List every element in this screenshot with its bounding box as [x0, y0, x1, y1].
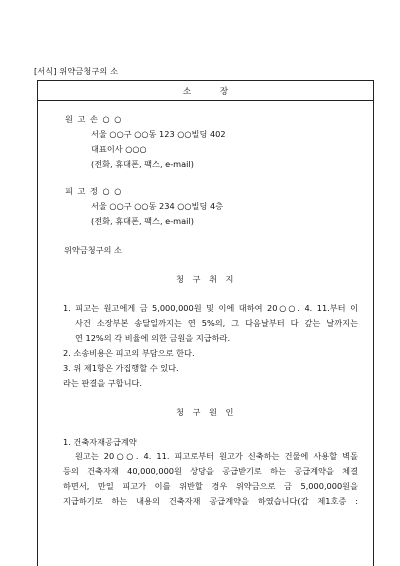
defendant-address: 서울 ○○구 ○○동 234 ○○빌딩 4층 — [91, 201, 224, 211]
case-name: 위약금청구의 소 — [64, 245, 122, 255]
claim-item: 사건 소장부본 송달일까지는 연 5%의, 그 다음날부터 다 갚는 날까지는 — [75, 318, 358, 328]
claim-item: 2. 소송비용은 피고의 부담으로 한다. — [63, 348, 195, 358]
document-header — [38, 81, 373, 101]
cause-line: 하면서, 만일 피고가 이를 위반할 경우 위약금으로 금 5,000,000원을 — [63, 481, 358, 491]
plaintiff-representative: 대표이사 ○○○ — [91, 144, 147, 154]
claim-item: 라는 판결을 구합니다. — [63, 378, 142, 388]
plaintiff-address: 서울 ○○구 ○○동 123 ○○빌딩 402 — [91, 129, 226, 139]
plaintiff-contact: (전화, 휴대폰, 팩스, e-mail) — [91, 159, 194, 169]
cause-line: 등의 건축자재 40,000,000원 상당을 공급받기로 하는 공급계약을 체결 — [63, 466, 358, 476]
cause-line: 원고는 20○○. 4. 11. 피고로부터 원고가 신축하는 건물에 사용할 벽돌 — [75, 451, 358, 461]
claim-item: 연 12%의 각 비율에 의한 금원을 지급하라. — [75, 333, 231, 343]
cause-heading: 청 구 원 인 — [176, 407, 235, 417]
plaintiff-name: 원 고 손 ○ ○ — [65, 114, 122, 124]
document-title: 소 장 — [182, 87, 229, 97]
complaint-document — [37, 80, 374, 566]
defendant-name: 피 고 정 ○ ○ — [65, 186, 122, 196]
cause-section-title: 1. 건축자재공급계약 — [63, 437, 137, 447]
cause-line: 지급하기로 하는 내용의 건축자재 공급계약을 하였습니다(갑 제1호증 : — [63, 496, 358, 506]
form-label: [서식] 위약금청구의 소 — [34, 66, 119, 76]
claim-item: 3. 위 제1항은 가집행할 수 있다. — [63, 363, 179, 373]
defendant-contact: (전화, 휴대폰, 팩스, e-mail) — [91, 216, 194, 226]
claim-item: 1. 피고는 원고에게 금 5,000,000원 및 이에 대하여 20○○. 4. 11.부터 이 — [63, 303, 358, 313]
claim-heading: 청 구 취 지 — [176, 274, 235, 284]
